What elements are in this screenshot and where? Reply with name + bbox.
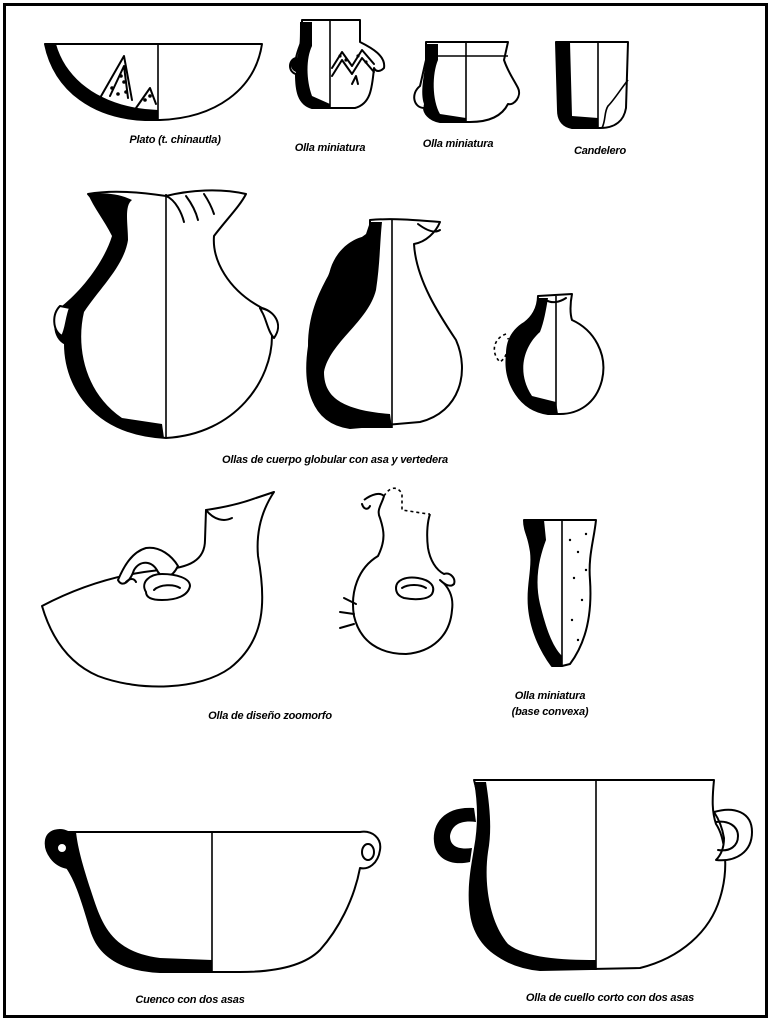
olla-jarra-asa-drawing: [306, 219, 462, 428]
olla-miniatura-2-drawing: [414, 42, 519, 122]
olla-globular-large-drawing: [54, 190, 278, 438]
label-olla-zoomorfo: Olla de diseño zoomorfo: [208, 710, 332, 722]
olla-zoomorfo-drawing: [42, 492, 274, 686]
olla-zoomorfa-botella-drawing: [340, 488, 454, 654]
label-plato: Plato (t. chinautla): [129, 134, 221, 146]
plato-drawing: [45, 44, 262, 120]
olla-miniatura-1-drawing: [290, 20, 384, 108]
label-olla-miniatura-3-line1: Olla miniatura: [514, 690, 586, 702]
olla-cuello-corto-drawing: [434, 780, 752, 970]
olla-miniatura-3-drawing: [524, 520, 596, 666]
label-ollas-globular: Ollas de cuerpo globular con asa y vertedera: [222, 454, 448, 466]
label-olla-miniatura-1: Olla miniatura: [294, 142, 366, 154]
label-olla-cuello-corto: Olla de cuello corto con dos asas: [525, 992, 695, 1004]
candelero-drawing: [556, 42, 628, 128]
label-cuenco: Cuenco con dos asas: [135, 994, 245, 1006]
cuenco-drawing: [46, 830, 381, 972]
label-olla-miniatura-3-line2: (base convexa): [511, 706, 589, 718]
label-candelero: Candelero: [574, 145, 626, 157]
olla-globular-small-drawing: [494, 294, 603, 414]
label-olla-miniatura-2: Olla miniatura: [422, 138, 494, 150]
